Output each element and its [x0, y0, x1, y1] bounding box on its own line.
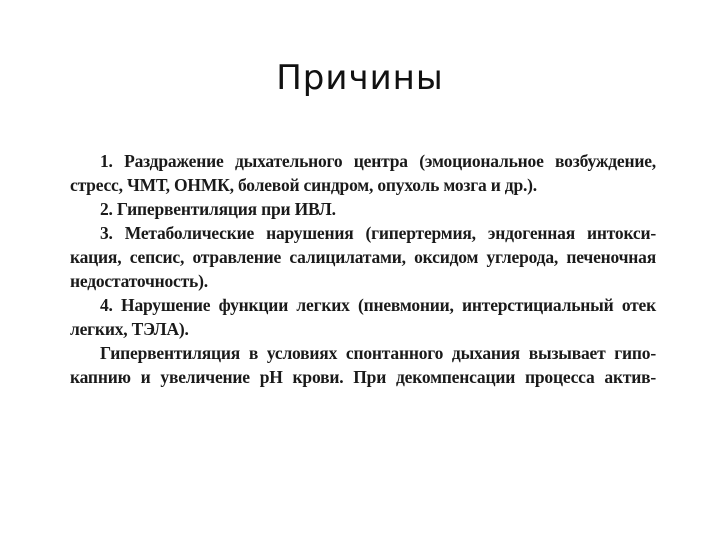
text-line-paragraph-cont: капнию и увеличение pH крови. При декомпенсации процесса актив- — [70, 367, 656, 387]
slide-title: Причины — [276, 58, 444, 98]
text-line-cause-3-cont: кация, сепсис, отравление салицилатами, оксидом углерода, печеночная — [70, 247, 656, 267]
text-line-paragraph: Гипервентиляция в условиях спонтанного дыхания вызывает гипо- — [100, 343, 656, 363]
text-line-cause-4: 4. Нарушение функции легких (пневмонии, интерстициальный отек — [100, 295, 656, 315]
text-line-cause-2: 2. Гипервентиляция при ИВЛ. — [100, 199, 336, 219]
scanned-text-image — [70, 150, 656, 398]
text-line-cause-3: 3. Метаболические нарушения (гипертермия, эндогенная интокси- — [100, 223, 656, 243]
text-line-cause-1: 1. Раздражение дыхательного центра (эмоциональное возбуждение, — [100, 151, 656, 171]
text-line-cause-1-cont: стресс, ЧМТ, ОНМК, болевой синдром, опухоль мозга и др.). — [70, 175, 537, 195]
text-line-cause-3-end: недостаточность). — [70, 271, 208, 291]
text-line-cause-4-cont: легких, ТЭЛА). — [70, 319, 189, 339]
